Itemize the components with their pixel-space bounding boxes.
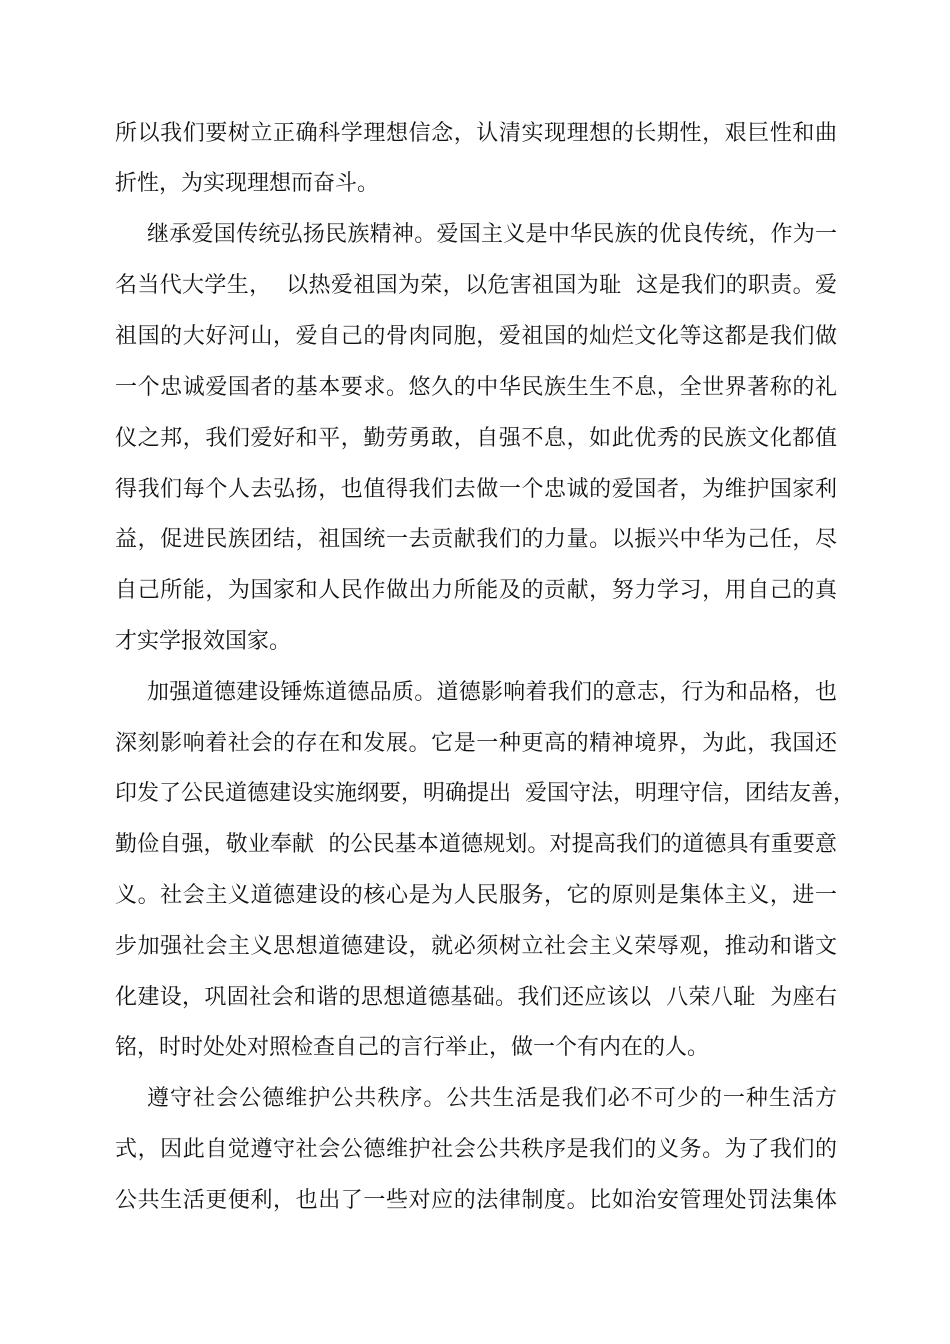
text-line: 化建设，巩固社会和谐的思想道德基础。我们还应该以 八荣八耻 为座右 <box>115 985 837 1010</box>
text-line: 式，因此自觉遵守社会公德维护社会公共秩序是我们的义务。为了我们的 <box>115 1137 837 1162</box>
text-line: 祖国的大好河山，爱自己的骨肉同胞，爱祖国的灿烂文化等这都是我们做 <box>115 324 837 349</box>
text-line: 所以我们要树立正确科学理想信念，认清实现理想的长期性，艰巨性和曲 <box>115 121 837 146</box>
text-line: 深刻影响着社会的存在和发展。它是一种更高的精神境界，为此，我国还 <box>115 731 837 756</box>
text-line: 仪之邦，我们爱好和平，勤劳勇敢，自强不息，如此优秀的民族文化都值 <box>115 426 837 451</box>
text-line: 益，促进民族团结，祖国统一去贡献我们的力量。以振兴中华为己任，尽 <box>115 527 837 552</box>
text-line: 折性，为实现理想而奋斗。 <box>115 171 380 196</box>
text-line: 得我们每个人去弘扬，也值得我们去做一个忠诚的爱国者，为维护国家利 <box>115 477 837 502</box>
text-line: 铭，时时处处对照检查自己的言行举止，做一个有内在的人。 <box>115 1035 710 1060</box>
text-line: 勤俭自强，敬业奉献 的公民基本道德规划。对提高我们的道德具有重要意 <box>115 832 837 857</box>
text-line: 继承爱国传统弘扬民族精神。爱国主义是中华民族的优良传统，作为一 <box>147 222 837 247</box>
text-line: 才实学报效国家。 <box>115 629 292 654</box>
text-line: 义。社会主义道德建设的核心是为人民服务，它的原则是集体主义，进一 <box>115 883 837 908</box>
text-line: 一个忠诚爱国者的基本要求。悠久的中华民族生生不息，全世界著称的礼 <box>115 375 837 400</box>
text-line: 自己所能，为国家和人民作做出力所能及的贡献，努力学习，用自己的真 <box>115 578 837 603</box>
text-line: 名当代大学生， 以热爱祖国为荣，以危害祖国为耻 这是我们的职责。爱 <box>115 273 837 298</box>
text-line: 加强道德建设锤炼道德品质。道德影响着我们的意志，行为和品格，也 <box>147 680 837 705</box>
text-line: 公共生活更便利，也出了一些对应的法律制度。比如治安管理处罚法集体 <box>115 1188 837 1213</box>
text-line: 印发了公民道德建设实施纲要，明确提出 爱国守法，明理守信，团结友善， <box>115 781 855 806</box>
text-line: 步加强社会主义思想道德建设，就必须树立社会主义荣辱观，推动和谐文 <box>115 934 837 959</box>
text-line: 遵守社会公德维护公共秩序。公共生活是我们必不可少的一种生活方 <box>147 1086 837 1111</box>
